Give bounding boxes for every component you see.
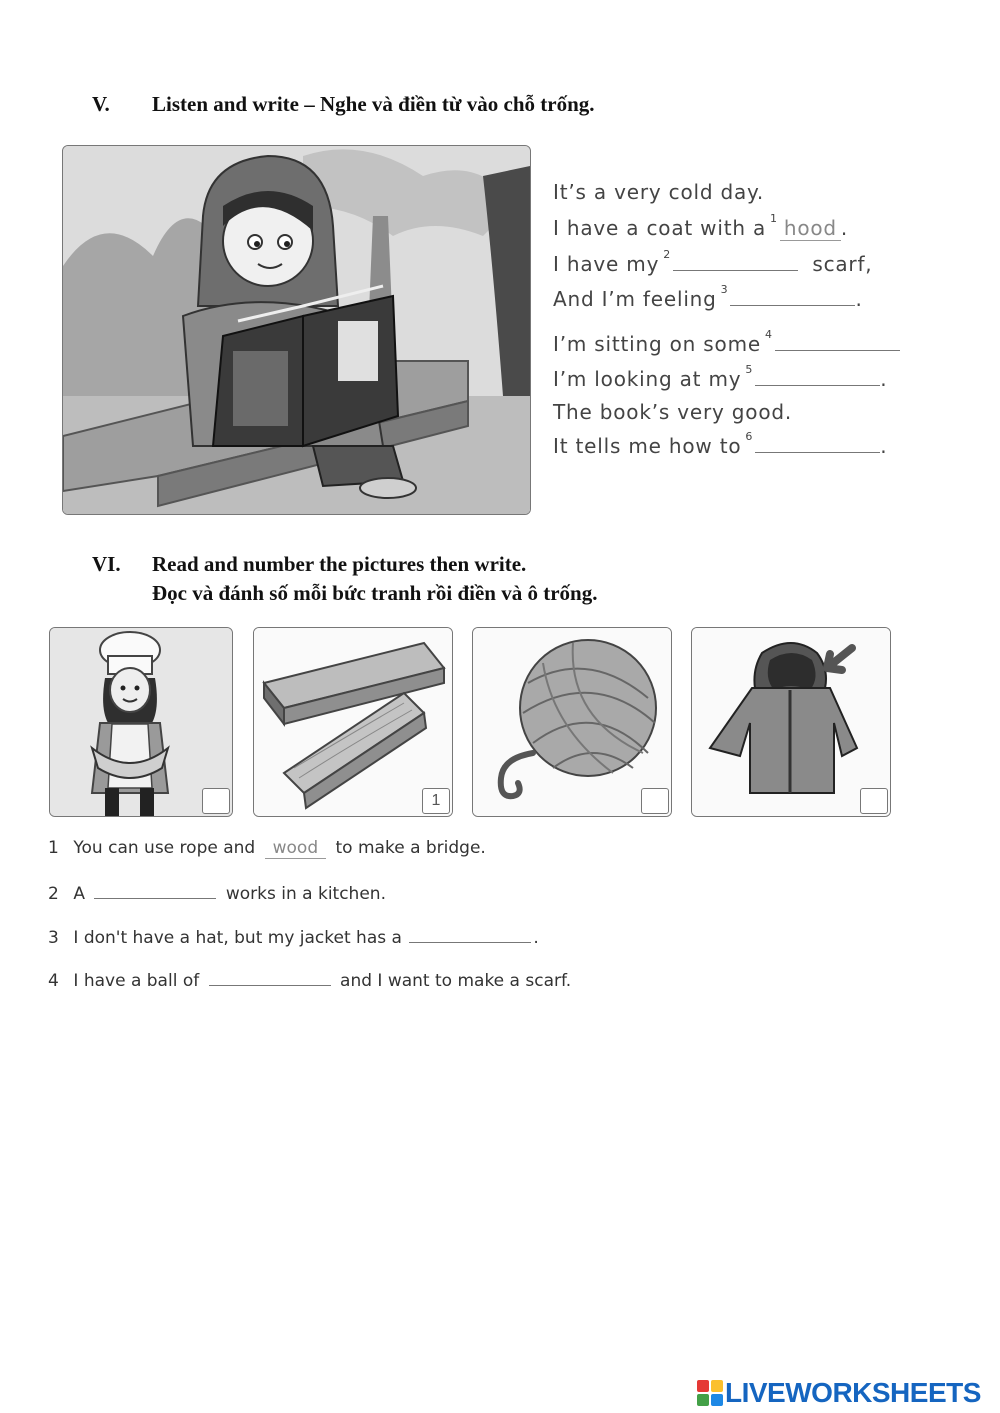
sentence-number: 1 bbox=[48, 838, 59, 858]
sentence-2 bbox=[48, 880, 386, 904]
answer-blank-6[interactable] bbox=[755, 434, 880, 453]
poem-text: It tells me how to bbox=[553, 434, 742, 458]
answer-blank-4[interactable] bbox=[775, 332, 900, 351]
poem-text: I have my bbox=[553, 252, 660, 276]
sentence-text: I have a ball of bbox=[73, 971, 200, 991]
poem-text: . bbox=[840, 216, 849, 240]
poem-text: The book’s very good. bbox=[553, 400, 793, 424]
poem-line-6 bbox=[553, 363, 888, 391]
poem-line-3 bbox=[553, 248, 873, 276]
answer-blank-s3[interactable] bbox=[409, 924, 531, 943]
sentence-number: 4 bbox=[48, 971, 59, 991]
picture-chef bbox=[49, 627, 233, 817]
section-5-heading bbox=[92, 92, 712, 120]
answer-blank-s4[interactable] bbox=[209, 967, 331, 986]
section-number: V. bbox=[92, 92, 110, 116]
poem-text: . bbox=[855, 287, 863, 311]
poem-line-4 bbox=[553, 283, 863, 311]
blank-number: 1 bbox=[770, 212, 778, 225]
number-box-chef[interactable] bbox=[202, 788, 230, 814]
poem-text: It’s a very cold day. bbox=[553, 180, 764, 204]
answer-blank-3[interactable] bbox=[730, 287, 855, 306]
picture-wool bbox=[472, 627, 672, 817]
poem-text: I have a coat with a bbox=[553, 216, 767, 240]
picture-wood bbox=[253, 627, 453, 817]
answer-blank-2[interactable] bbox=[673, 252, 798, 271]
poem-text: And I’m feeling bbox=[553, 287, 717, 311]
sentence-1 bbox=[48, 838, 486, 859]
blank-number: 2 bbox=[663, 248, 672, 261]
sentence-text: and I want to make a scarf. bbox=[340, 971, 572, 991]
sentence-text: to make a bridge. bbox=[335, 838, 486, 858]
poem-line-1 bbox=[553, 180, 764, 204]
logo-text: LIVEWORKSHEETS bbox=[725, 1377, 981, 1408]
poem-line-7 bbox=[553, 400, 792, 424]
blank-number: 6 bbox=[745, 430, 754, 443]
example-answer: hood bbox=[780, 216, 841, 241]
sentence-text: I don't have a hat, but my jacket has a bbox=[73, 928, 402, 948]
sentence-text: A bbox=[73, 884, 86, 904]
sentence-text: . bbox=[533, 928, 539, 948]
sentence-text: You can use rope and bbox=[73, 838, 256, 858]
blank-number: 3 bbox=[720, 283, 729, 296]
poem-line-5 bbox=[553, 328, 900, 356]
section-6-heading bbox=[92, 552, 732, 612]
picture-hood bbox=[691, 627, 891, 817]
poem-text: I’m sitting on some bbox=[553, 332, 761, 356]
blank-number: 5 bbox=[745, 363, 754, 376]
blank-number: 4 bbox=[764, 328, 773, 341]
sentence-text: works in a kitchen. bbox=[225, 884, 386, 904]
section-number: VI. bbox=[92, 552, 121, 576]
number-box-wood[interactable]: 1 bbox=[422, 788, 450, 814]
liveworksheets-logo bbox=[697, 1378, 981, 1408]
poem-line-2 bbox=[553, 212, 849, 241]
sentence-number: 3 bbox=[48, 928, 59, 948]
sentence-number: 2 bbox=[48, 884, 59, 904]
section-title-en: Read and number the pictures then write. bbox=[152, 552, 527, 576]
poem-text: . bbox=[880, 434, 888, 458]
section-title: Listen and write – Nghe và điền từ vào chỗ trống. bbox=[152, 92, 595, 116]
logo-mark-icon bbox=[697, 1380, 723, 1406]
girl-reading-illustration bbox=[62, 145, 531, 515]
sentence-4 bbox=[48, 967, 571, 991]
answer-blank-5[interactable] bbox=[755, 367, 880, 386]
number-box-hood[interactable] bbox=[860, 788, 888, 814]
answer-blank-s2[interactable] bbox=[94, 880, 216, 899]
example-answer: wood bbox=[265, 838, 327, 859]
sentence-3 bbox=[48, 924, 539, 948]
section-title-vi: Đọc và đánh số mỗi bức tranh rồi điền và ô trống. bbox=[152, 581, 598, 605]
poem-line-8 bbox=[553, 430, 888, 458]
number-box-wool[interactable] bbox=[641, 788, 669, 814]
poem-text: I’m looking at my bbox=[553, 367, 742, 391]
poem-text: scarf, bbox=[812, 252, 873, 276]
poem-text: . bbox=[880, 367, 888, 391]
